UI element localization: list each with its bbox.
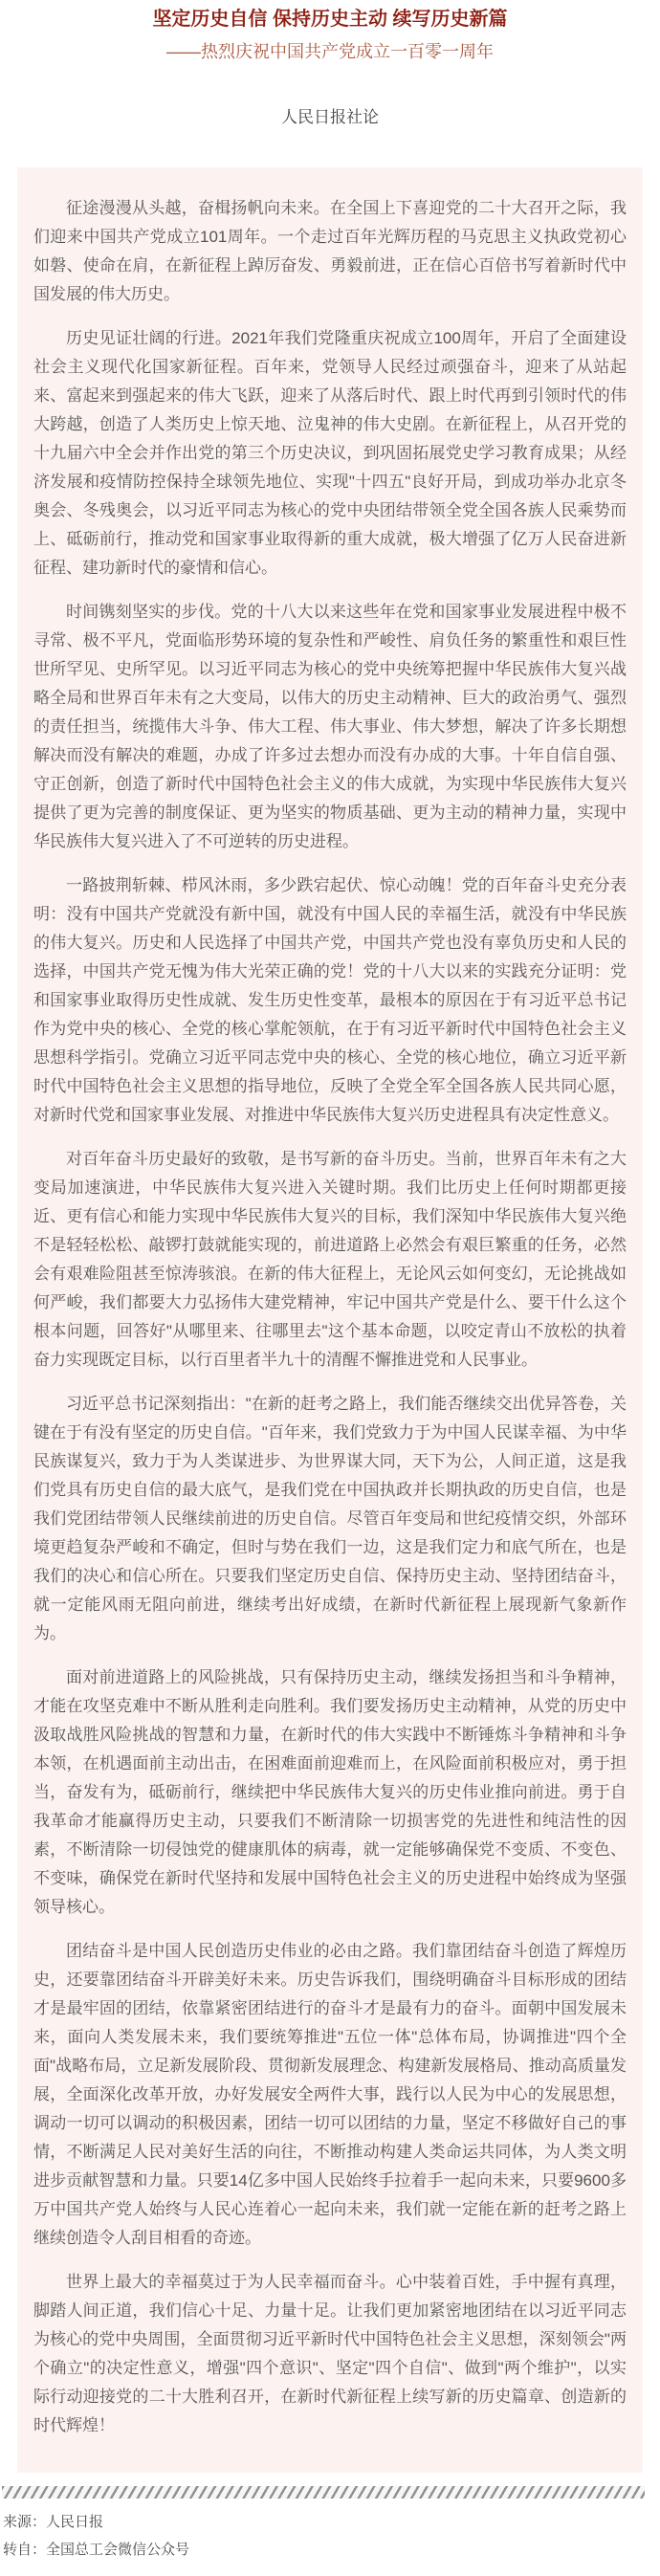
page-title: 坚定历史自信 保持历史主动 续写历史新篇 <box>152 9 508 30</box>
article-header <box>0 0 660 127</box>
hatched-divider <box>2 2486 645 2499</box>
paragraph: 历史见证壮阔的行进。2021年我们党隆重庆祝成立100周年，开启了全面建设社会主义现代化国家新征程。百年来，党领导人民经过顽强奋斗，迎来了从站起来、富起来到强起来的伟大飞跃，迎来了从落后时代、跟上时代再到引领时代的伟大跨越，创造了人类历史上惊天地、泣鬼神的伟大史剧。在新征程上，从召开党的十九届六中全会并作出党的第三个历史决议，到巩固拓展党史学习教育成果；从经济发展和疫情防控保持全球领先地位、实现"十四五"良好开局，到成功举办北京冬奥会、冬残奥会，以习近平同志为核心的党中央团结带领全党全国各族人民乘势而上、砥砺前行，推动党和国家事业取得新的重大成就，极大增强了亿万人民奋进新征程、建功新时代的豪情和信心。 <box>33 329 627 578</box>
repost-line: 转自：全国总工会微信公众号 <box>3 2542 190 2559</box>
page-subtitle: ——热烈庆祝中国共产党成立一百零一周年 <box>166 42 494 61</box>
paragraph: 时间镌刻坚实的步伐。党的十八大以来这些年在党和国家事业发展进程中极不寻常、极不平凡，党面临形势环境的复杂性和严峻性、肩负任务的繁重性和艰巨性世所罕见、史所罕见。以习近平同志为核心的党中央统筹把握中华民族伟大复兴战略全局和世界百年未有之大变局，以伟大的历史主动精神、巨大的政治勇气、强烈的责任担当，统揽伟大斗争、伟大工程、伟大事业、伟大梦想，解决了许多长期想解决而没有解决的难题，办成了许多过去想办而没有办成的大事。十年自信自强、守正创新，创造了新时代中国特色社会主义的伟大成就，为实现中华民族伟大复兴提供了更为完善的制度保证、更为坚实的物质基础、更为主动的精神力量，实现中华民族伟大复兴进入了不可逆转的历史进程。 <box>33 603 627 851</box>
paragraph: 一路披荆斩棘、栉风沐雨，多少跌宕起伏、惊心动魄！党的百年奋斗史充分表明：没有中国共产党就没有新中国，就没有中国人民的幸福生活，就没有中华民族的伟大复兴。历史和人民选择了中国共产党，中国共产党也没有辜负历史和人民的选择，中国共产党无愧为伟大光荣正确的党！党的十八大以来的实践充分证明：党和国家事业取得历史性成就、发生历史性变革，最根本的原因在于有习近平总书记作为党中央的核心、全党的核心掌舵领航，在于有习近平新时代中国特色社会主义思想科学指引。党确立习近平同志党中央的核心、全党的核心地位，确立习近平新时代中国特色社会主义思想的指导地位，反映了全党全军全国各族人民共同心愿，对新时代党和国家事业发展、对推进中华民族伟大复兴历史进程具有决定性意义。 <box>33 876 627 1125</box>
byline: 人民日报社论 <box>281 108 379 127</box>
paragraph: 团结奋斗是中国人民创造历史伟业的必由之路。我们靠团结奋斗创造了辉煌历史，还要靠团结奋斗开辟美好未来。历史告诉我们，围绕明确奋斗目标形成的团结才是最牢固的团结，依靠紧密团结进行的奋斗才是最有力的奋斗。面朝中国发展未来，面向人类发展未来，我们要统筹推进"五位一体"总体布局，协调推进"四个全面"战略布局，立足新发展阶段、贯彻新发展理念、构建新发展格局、推动高质量发展，全面深化改革开放，办好发展安全两件大事，践行以人民为中心的发展思想，调动一切可以调动的积极因素，团结一切可以团结的力量，坚定不移做好自己的事情，不断满足人民对美好生活的向往，不断推动构建人类命运共同体，为人类文明进步贡献智慧和力量。只要14亿多中国人民始终手拉着手一起向未来，只要9600多万中国共产党人始终与人民心连着心一起向未来，我们就一定能在新的赶考之路上继续创造令人刮目相看的奇迹。 <box>33 1942 627 2248</box>
paragraph: 习近平总书记深刻指出："在新的赶考之路上，我们能否继续交出优异答卷，关键在于有没有坚定的历史自信。"百年来，我们党致力于为中国人民谋幸福、为中华民族谋复兴，致力于为人类谋进步、为世界谋大同，天下为公，人间正道，这是我们党具有历史自信的最大底气，是我们党在中国执政并长期执政的历史自信，也是我们党团结带领人民继续前进的历史自信。尽管百年变局和世纪疫情交织，外部环境更趋复杂严峻和不确定，但时与势在我们一边，这是我们定力和底气所在，也是我们的决心和信心所在。只要我们坚定历史自信、保持历史主动、坚持团结奋斗，就一定能风雨无阻向前进，继续考出好成绩，在新时代新征程上展现新气象新作为。 <box>33 1395 627 1643</box>
paragraph: 面对前进道路上的风险挑战，只有保持历史主动，继续发扬担当和斗争精神，才能在攻坚克难中不断从胜利走向胜利。我们要发扬历史主动精神，从党的历史中汲取战胜风险挑战的智慧和力量，在新时代的伟大实践中不断锤炼斗争精神和斗争本领，在机遇面前主动出击，在困难面前迎难而上，在风险面前积极应对，勇于担当，奋发有为，砥砺前行，继续把中华民族伟大复兴的历史伟业推向前进。勇于自我革命才能赢得历史主动，只要我们不断清除一切损害党的先进性和纯洁性的因素，不断清除一切侵蚀党的健康肌体的病毒，就一定能够确保党不变质、不变色、不变味，确保党在新时代坚持和发展中国特色社会主义的历史进程中始终成为坚强领导核心。 <box>33 1668 627 1917</box>
paragraph: 对百年奋斗历史最好的致敬，是书写新的奋斗历史。当前，世界百年未有之大变局加速演进，中华民族伟大复兴进入关键时期。我们比历史上任何时期都更接近、更有信心和能力实现中华民族伟大复兴的目标，我们深知中华民族伟大复兴绝不是轻轻松松、敲锣打鼓就能实现的，前进道路上必然会有艰巨繁重的任务，必然会有艰难险阻甚至惊涛骇浪。在新的伟大征程上，无论风云如何变幻，无论挑战如何严峻，我们都要大力弘扬伟大建党精神，牢记中国共产党是什么、要干什么这个根本问题，回答好"从哪里来、往哪里去"这个基本命题，以咬定青山不放松的执着奋力实现既定目标，以行百里者半九十的清醒不懈推进党和人民事业。 <box>33 1150 627 1370</box>
paragraph: 征途漫漫从头越，奋楫扬帆向未来。在全国上下喜迎党的二十大召开之际，我们迎来中国共产党成立101周年。一个走过百年光辉历程的马克思主义执政党初心如磐、使命在肩，在新征程上踔厉奋发、勇毅前进，正在信心百倍书写着新时代中国发展的伟大历史。 <box>33 199 627 304</box>
article-footer <box>0 2513 660 2576</box>
source-line: 来源：人民日报 <box>3 2514 104 2531</box>
paragraph: 世界上最大的幸福莫过于为人民幸福而奋斗。心中装着百姓，手中握有真理，脚踏人间正道，我们信心十足、力量十足。让我们更加紧密地团结在以习近平同志为核心的党中央周围，全面贯彻习近平新时代中国特色社会主义思想，深刻领会"两个确立"的决定性意义，增强"四个意识"、坚定"四个自信"、做到"两个维护"，以实际行动迎接党的二十大胜利召开，在新时代新征程上续写新的历史篇章、创造新的时代辉煌！ <box>33 2273 627 2435</box>
article-body <box>17 167 643 2473</box>
